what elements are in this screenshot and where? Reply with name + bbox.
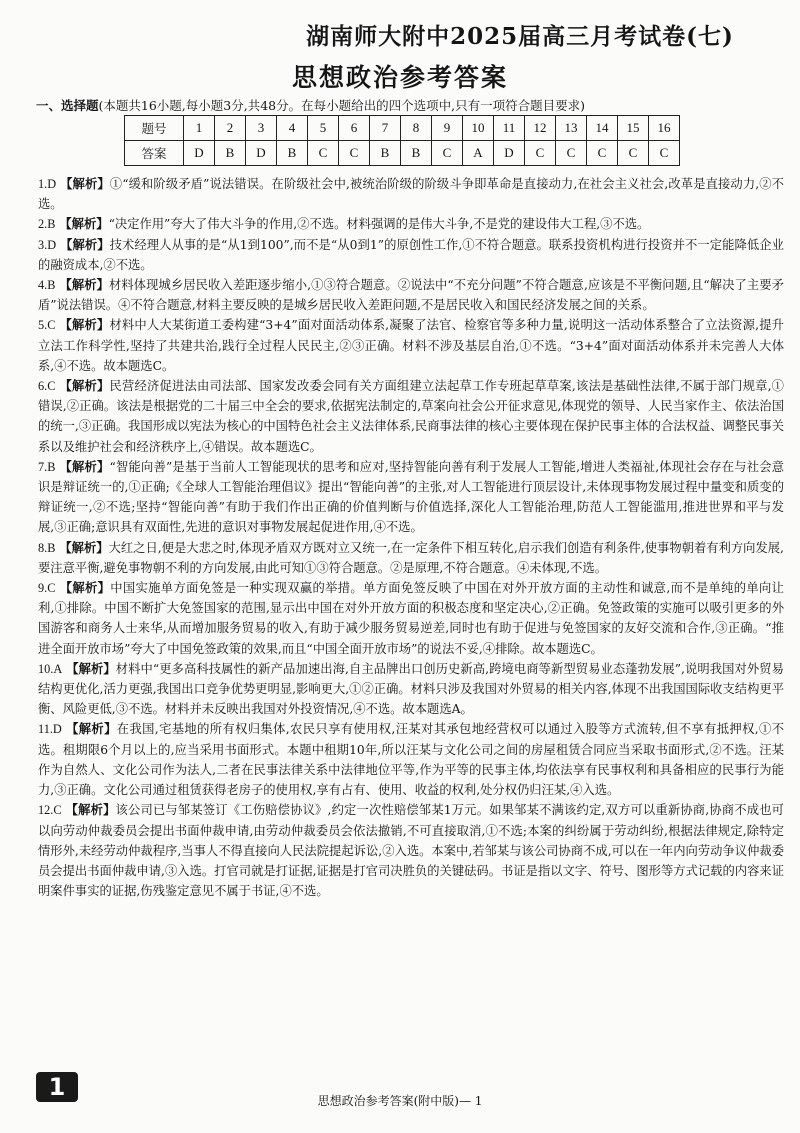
analysis-tag: 【解析】: [59, 278, 109, 293]
item-text: 材料体现城乡居民收入差距逐步缩小,①③符合题意。②说法中“不充分问题”不符合题意,应该是不平衡问题,且“解决了主要矛盾”说法错误。④不符合题意,材料主要反映的是城乡居民收入差距问题,不是居民收入和国民经济发展之间的关系。: [38, 278, 784, 313]
item-number: 7.B: [38, 459, 56, 474]
analysis-tag: 【解析】: [59, 459, 110, 474]
item-number: 12.C: [38, 803, 62, 818]
answer-cell: C: [556, 141, 587, 166]
item-number: 11.D: [38, 722, 62, 737]
document-title: 思想政治参考答案: [291, 63, 508, 92]
answer-cell: D: [246, 141, 277, 166]
analysis-tag: 【解析】: [59, 318, 110, 333]
question-number-cell: 11: [494, 116, 525, 141]
question-number-cell: 2: [215, 116, 246, 141]
question-number-cell: 1: [184, 116, 215, 141]
section-instructions: (本题共16小题,每小题3分,共48分。在每小题给出的四个选项中,只有一项符合题目要求): [98, 98, 585, 113]
item-text: ①“缓和阶级矛盾”说法错误。在阶级社会中,被统治阶级的阶级斗争即革命是直接动力,在社会主义社会,改革是直接动力,②不选。: [38, 177, 784, 212]
explanation-item: [38, 174, 784, 214]
answer-cell: C: [649, 141, 680, 166]
item-number: 10.A: [38, 661, 63, 676]
answer-cell: B: [215, 141, 246, 166]
answer-cell: B: [401, 141, 432, 166]
question-number-cell: 16: [649, 116, 680, 141]
page-footer: 思想政治参考答案(附中版)— 1: [317, 1094, 483, 1108]
explanation-item: [38, 659, 784, 720]
answer-cell: C: [432, 141, 463, 166]
analysis-tag: 【解析】: [59, 217, 109, 232]
explanation-item: [38, 235, 784, 275]
question-number-cell: 5: [308, 116, 339, 141]
analysis-tag: 【解析】: [60, 177, 110, 191]
item-text: 在我国,宅基地的所有权归集体,农民只享有使用权,汪某对其承包地经营权可以通过入股等方式流转,但不享有抵押权,①不选。租期限6个月以上的,应当采用书面形式。本题中租期10年,所以汪某与文化公司之间的房屋租赁合同应当采取书面形式,②不选。汪某作为自然人、文化公司作为法人,二者在民事法律关系中法律地位平等,作为平等的民事主体,均依法享有民事权利和具备相应的民事行为能力,③正确。文化公司通过租赁获得老房子的使用权,享有占有、使用、收益的权利,处分权仍归汪某,④入选。: [38, 722, 784, 798]
question-number-cell: 14: [587, 116, 618, 141]
answer-cell: A: [463, 141, 494, 166]
explanation-item: [38, 538, 784, 578]
exam-title: 湖南师大附中2025届高三月考试卷(七): [306, 23, 734, 50]
analysis-tag: 【解析】: [66, 722, 117, 737]
question-number-row: [125, 116, 680, 141]
question-number-cell: 7: [370, 116, 401, 141]
section-heading: [36, 96, 786, 114]
explanation-item: [38, 578, 784, 659]
explanation-item: [38, 800, 784, 901]
item-text: “决定作用”夸大了伟大斗争的作用,②不选。材料强调的是伟大斗争,不是党的建设伟大工程,③不选。: [108, 217, 650, 232]
explanations-list: [38, 174, 784, 901]
item-text: 材料中人大某街道工委构建“3+4”面对面活动体系,凝聚了法官、检察官等多种力量,说明这一活动体系整合了立法资源,提升立法工作科学性,坚持了共建共治,践行全过程人民民主,②③正确。材料不涉及基层自治,①不选。“3+4”面对面活动体系并未完善人大体系,④不选。故本题选C。: [38, 318, 784, 373]
question-number-cell: 12: [525, 116, 556, 141]
item-text: 技术经理人从事的是“从1到100”,而不是“从0到1”的原创性工作,①不符合题意。联系投资机构进行投资并不一定能降低企业的融资成本,②不选。: [38, 237, 784, 272]
answer-cell: C: [618, 141, 649, 166]
item-text: 民营经济促进法由司法部、国家发改委会同有关方面组建立法起草工作专班起草草案,该法是基础性法律,不属于部门规章,①错误,②正确。该法是根据党的二十届三中全会的要求,依据宪法制定的,草案向社会公开征求意见,体现党的领导、人民当家作主、依法治国的统一,③正确。我国形成以宪法为核心的中国特色社会主义法律体系,民商事法律的核心主要体现在保护民事主体的合法权益、调整民事关系以及维护社会和经济秩序上,④错误。故本题选C。: [38, 379, 784, 454]
explanation-item: [38, 315, 784, 376]
item-text: 材料中“更多高科技属性的新产品加速出海,自主品牌出口创历史新高,跨境电商等新型贸易业态蓬勃发展”,说明我国对外贸易结构更优化,活力更强,我国出口竞争优势更明显,影响更大,①②正确。材料只涉及我国对外贸易的相关内容,体现不出我国国际收支结构更平衡、风险更低,③不选。材料并未反映出我国对外投资情况,④不选。故本题选A。: [38, 661, 784, 717]
explanation-item: [38, 719, 784, 800]
item-number: 4.B: [38, 278, 56, 293]
explanation-item: [38, 457, 784, 538]
question-number-cell: 13: [556, 116, 587, 141]
answer-row: [125, 141, 680, 166]
item-number: 3.D: [38, 237, 57, 252]
question-number-cell: 4: [277, 116, 308, 141]
item-number: 9.C: [38, 581, 56, 596]
question-number-cell: 10: [463, 116, 494, 141]
section-title: 一、选择题: [36, 98, 99, 113]
explanation-item: [38, 275, 784, 315]
item-number: 1.D: [38, 177, 57, 191]
analysis-tag: 【解析】: [66, 661, 116, 676]
analysis-tag: 【解析】: [60, 237, 110, 252]
explanation-item: [38, 214, 784, 234]
item-number: 8.B: [38, 540, 56, 555]
answer-cell: B: [277, 141, 308, 166]
answer-table: [124, 115, 680, 166]
answer-cell: C: [587, 141, 618, 166]
item-text: 该公司已与邹某签订《工伤赔偿协议》,约定一次性赔偿邹某1万元。如果邹某不满该约定,双方可以重新协商,协商不成也可以向劳动仲裁委员会提出书面仲裁申请,由劳动仲裁委员会依法撤销,不可直接取消,①不选;本案的纠纷属于劳动纠纷,根据法律规定,除特定情形外,未经劳动仲裁程序,当事人不得直接向人民法院提起诉讼,②入选。本案中,若邹某与该公司协商不成,可以在一年内向劳动争议仲裁委员会提出书面仲裁申请,③入选。打官司就是打证据,证据是打官司决胜负的关键砝码。书证是指以文字、符号、图形等方式记载的内容来证明案件事实的证据,伤残鉴定意见不属于书证,④不选。: [38, 803, 784, 899]
item-number: 5.C: [38, 318, 56, 333]
item-text: “智能向善”是基于当前人工智能现状的思考和应对,坚持智能向善有利于发展人工智能,增进人类福祉,体现社会存在与社会意识是辩证统一的,①正确;《全球人工智能治理倡议》提出“智能向善”的主张,对人工智能进行顶层设计,未体现事物发展过程中量变和质变的辩证统一,②不选;坚持“智能向善”有助于我们作出正确的价值判断与价值选择,深化人工智能治理,防范人工智能滥用,推进世界和平与发展,③正确;意识具有双面性,先进的意识对事物发展起促进作用,④不选。: [38, 459, 784, 535]
item-number: 2.B: [38, 217, 56, 232]
answer-cell: C: [308, 141, 339, 166]
item-text: 中国实施单方面免签是一种实现双赢的举措。单方面免签反映了中国在对外开放方面的主动性和诚意,而不是单纯的单向让利,①排除。中国不断扩大免签国家的范围,显示出中国在对外开放方面的积极态度和坚定决心,②正确。免签政策的实施可以吸引更多的外国游客和商务人士来华,从而增加服务贸易的收入,有助于减少服务贸易逆差,同时也有助于促进与免签国家的友好交流和合作,③正确。“推进全面开放市场”夸大了中国免签政策的效果,而且“中国全面开放市场”的说法不妥,④排除。故本题选C。: [38, 581, 784, 656]
question-number-cell: 6: [339, 116, 370, 141]
explanation-item: [38, 376, 784, 457]
row-label-answer: 答案: [125, 141, 184, 166]
question-number-cell: 15: [618, 116, 649, 141]
answer-cell: C: [525, 141, 556, 166]
item-text: 大红之日,便是大悲之时,体现矛盾双方既对立又统一,在一定条件下相互转化,启示我们创造有利条件,使事物朝着有利方向发展,要注意平衡,避免事物朝不利的方向发展,由此可知①③符合题意。②是原理,不符合题意。④未体现,不选。: [38, 540, 784, 575]
item-number: 6.C: [38, 379, 56, 394]
answer-cell: D: [494, 141, 525, 166]
analysis-tag: 【解析】: [59, 581, 111, 596]
question-number-cell: 9: [432, 116, 463, 141]
page-number-badge: 1: [36, 1072, 78, 1102]
answer-cell: C: [339, 141, 370, 166]
answer-cell: D: [184, 141, 215, 166]
analysis-tag: 【解析】: [59, 379, 110, 394]
analysis-tag: 【解析】: [65, 803, 116, 818]
analysis-tag: 【解析】: [59, 540, 109, 555]
question-number-cell: 8: [401, 116, 432, 141]
question-number-cell: 3: [246, 116, 277, 141]
answer-cell: B: [370, 141, 401, 166]
row-label-question: 题号: [125, 116, 184, 141]
